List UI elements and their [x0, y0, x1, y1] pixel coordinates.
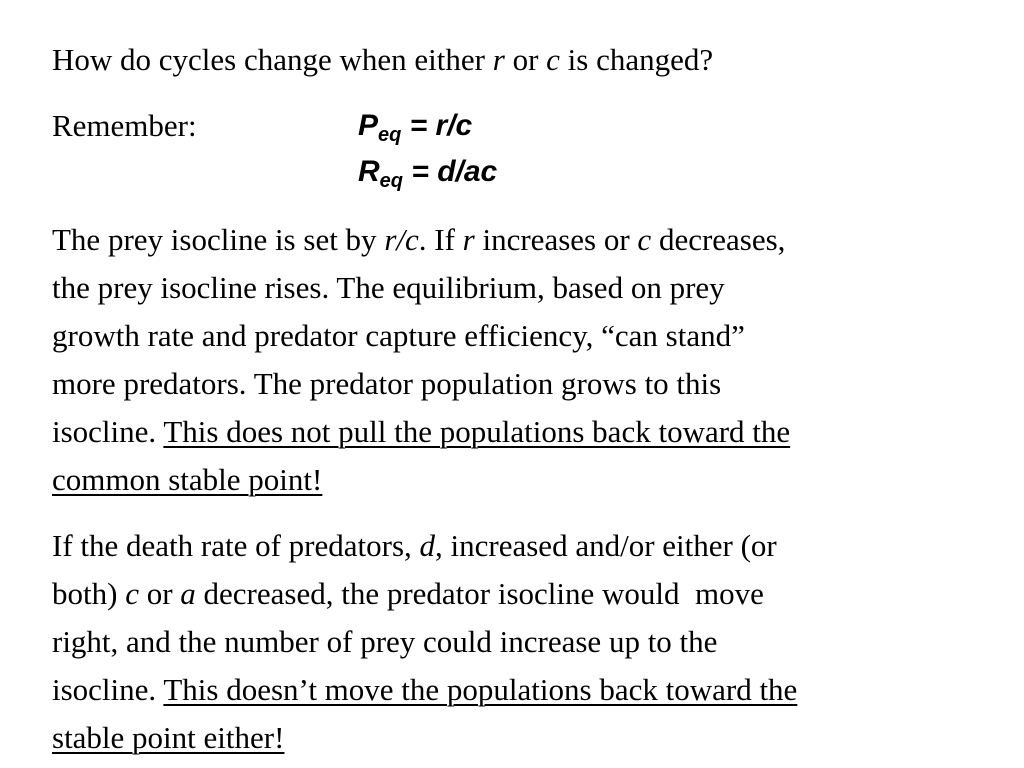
text-run: The prey isocline is set by [52, 222, 385, 257]
predator-isocline-paragraph [52, 522, 1012, 762]
italic-run: d [419, 528, 436, 563]
paragraph-line: right, and the number of prey could increase up to the [52, 624, 718, 659]
question-line [52, 36, 1012, 84]
variable-r: r [492, 42, 505, 77]
paragraph-line: growth rate and predator capture efficiency, “can stand” [52, 318, 745, 353]
equation-var-r: R [358, 155, 380, 188]
text-run: or [138, 576, 181, 611]
paragraph-line [52, 456, 1012, 504]
equation-rhs: = r/c [401, 109, 473, 142]
paragraph-line [52, 570, 1012, 618]
question-text-3: is changed? [559, 42, 714, 77]
slide-content [52, 36, 1012, 762]
underlined-run: This does not pull the populations back toward the [163, 414, 791, 449]
italic-run: r [462, 222, 475, 257]
predator-equilibrium-equation [358, 148, 497, 196]
italic-run: c [637, 222, 652, 257]
text-run: . If [418, 222, 463, 257]
text-run: decreased, the predator isocline would move [195, 576, 764, 611]
text-run: isocline. [52, 414, 164, 449]
paragraph-line [52, 216, 1012, 264]
text-run: both) [52, 576, 126, 611]
prey-equilibrium-equation [358, 102, 472, 150]
prey-isocline-paragraph [52, 216, 1012, 504]
underlined-run: stable point either! [52, 720, 285, 755]
italic-run: a [180, 576, 196, 611]
italic-run: c [125, 576, 139, 611]
equation-var-p: P [358, 109, 379, 142]
text-run: , increased and/or either (or [435, 528, 777, 563]
equation-sub-eq: eq [378, 124, 402, 146]
text-run: If the death rate of predators, [52, 528, 420, 563]
question-text-2: or [504, 42, 547, 77]
text-run: increases or [474, 222, 638, 257]
paragraph-line [52, 714, 1012, 762]
variable-c: c [546, 42, 560, 77]
paragraph-line [52, 522, 1012, 570]
italic-run: r/c [384, 222, 419, 257]
paragraph-line [52, 666, 1012, 714]
paragraph-line [52, 408, 1012, 456]
equation-sub-eq: eq [379, 170, 404, 192]
underlined-run: common stable point! [52, 462, 323, 497]
remember-block [52, 102, 1012, 198]
paragraph-line: more predators. The predator population grows to this [52, 366, 722, 401]
remember-label: Remember: [52, 108, 197, 143]
text-run: decreases, [651, 222, 786, 257]
question-text-1: How do cycles change when either [52, 42, 493, 77]
text-run: isocline. [52, 672, 164, 707]
underlined-run: This doesn’t move the populations back toward the [163, 672, 798, 707]
equation-rhs: = d/ac [403, 155, 498, 188]
paragraph-line: the prey isocline rises. The equilibrium, based on prey [52, 270, 725, 305]
